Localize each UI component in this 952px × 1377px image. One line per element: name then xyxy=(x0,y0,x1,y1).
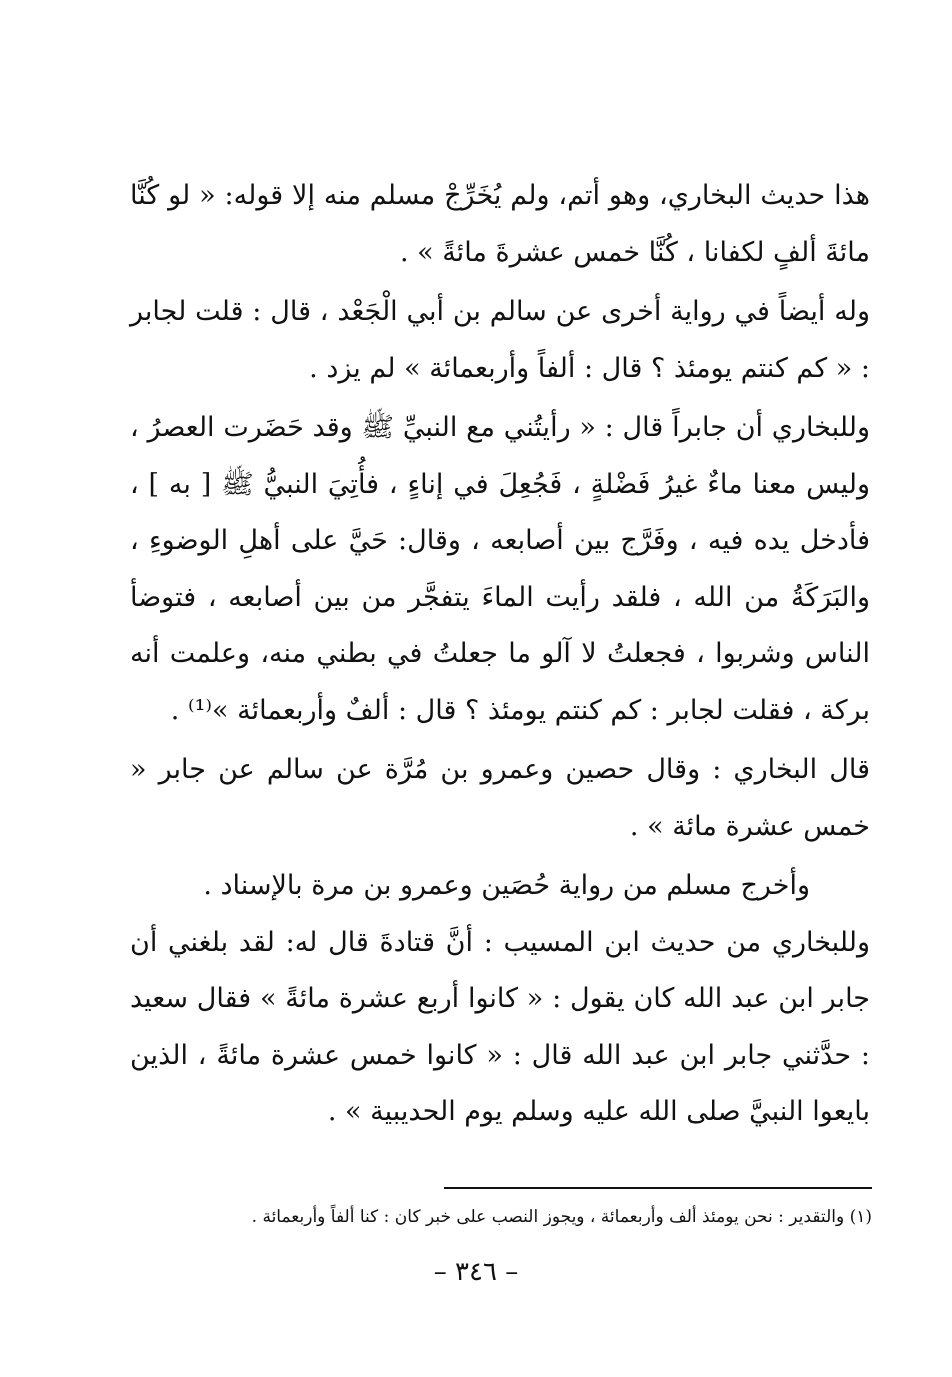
paragraph-1: هذا حديث البخاري، وهو أتم، ولم يُخَرِّجْ مسلم منه إلا قوله: « لو كُنَّا مائةَ ألفٍ لكفانا ، كُنَّا خمس عشرةَ مائةً » . xyxy=(130,180,870,268)
paragraph-4: قال البخاري : وقال حصين وعمرو بن مُرَّة عن سالم عن جابر « خمس عشرة مائة » . xyxy=(130,754,870,842)
footnote-separator xyxy=(444,1187,872,1189)
main-text xyxy=(130,168,870,1141)
page-number: – ٣٤٦ – xyxy=(433,1257,519,1287)
footnote: (١) والتقدير : نحن يومئذ ألف وأربعمائة ، ويجوز النصب على خبر كان : كنا ألفاً وأربعمائة . xyxy=(251,1207,872,1227)
paragraph-3: وللبخاري أن جابراً قال : « رأيتُني مع النبيِّ ﷺ وقد حَضَرت العصرُ ، وليس معنا ماءٌ غيرُ فَضْلةٍ ، فَجُعِلَ في إناءٍ ، فأُتِيَ النبيُّ ﷺ [ به ] ، فأدخل يده فيه ، وفَرَّج بين أصابعه ، وقال: حَيَّ على أهلِ الوضوءِ ، والبَرَكَةُ من الله ، فلقد رأيت الماءَ يتفجَّر من بين أصابعه ، فتوضأ الناس وشربوا ، فجعلتُ لا آلو ما جعلتُ في بطني منه، وعلمت أنه بركة ، فقلت لجابر : كم كنتم يومئذ ؟ قال : ألفٌ وأربعمائة »⁽¹⁾ . xyxy=(130,412,870,726)
paragraph-5: وأخرج مسلم من رواية حُصَين وعمرو بن مرة بالإسناد . xyxy=(203,870,810,901)
paragraph-6: وللبخاري من حديث ابن المسيب : أنَّ قتادةَ قال له: لقد بلغني أن جابر ابن عبد الله كان يقول : « كانوا أربع عشرة مائةً » فقال سعيد : حدَّثني جابر ابن عبد الله قال : « كانوا خمس عشرة مائةً ، الذين بايعوا النبيَّ صلى الله عليه وسلم يوم الحديبية » . xyxy=(130,926,870,1127)
paragraph-2: وله أيضاً في رواية أخرى عن سالم بن أبي الْجَعْد ، قال : قلت لجابر : « كم كنتم يومئذ ؟ قال : ألفاً وأربعمائة » لم يزد . xyxy=(130,296,870,384)
